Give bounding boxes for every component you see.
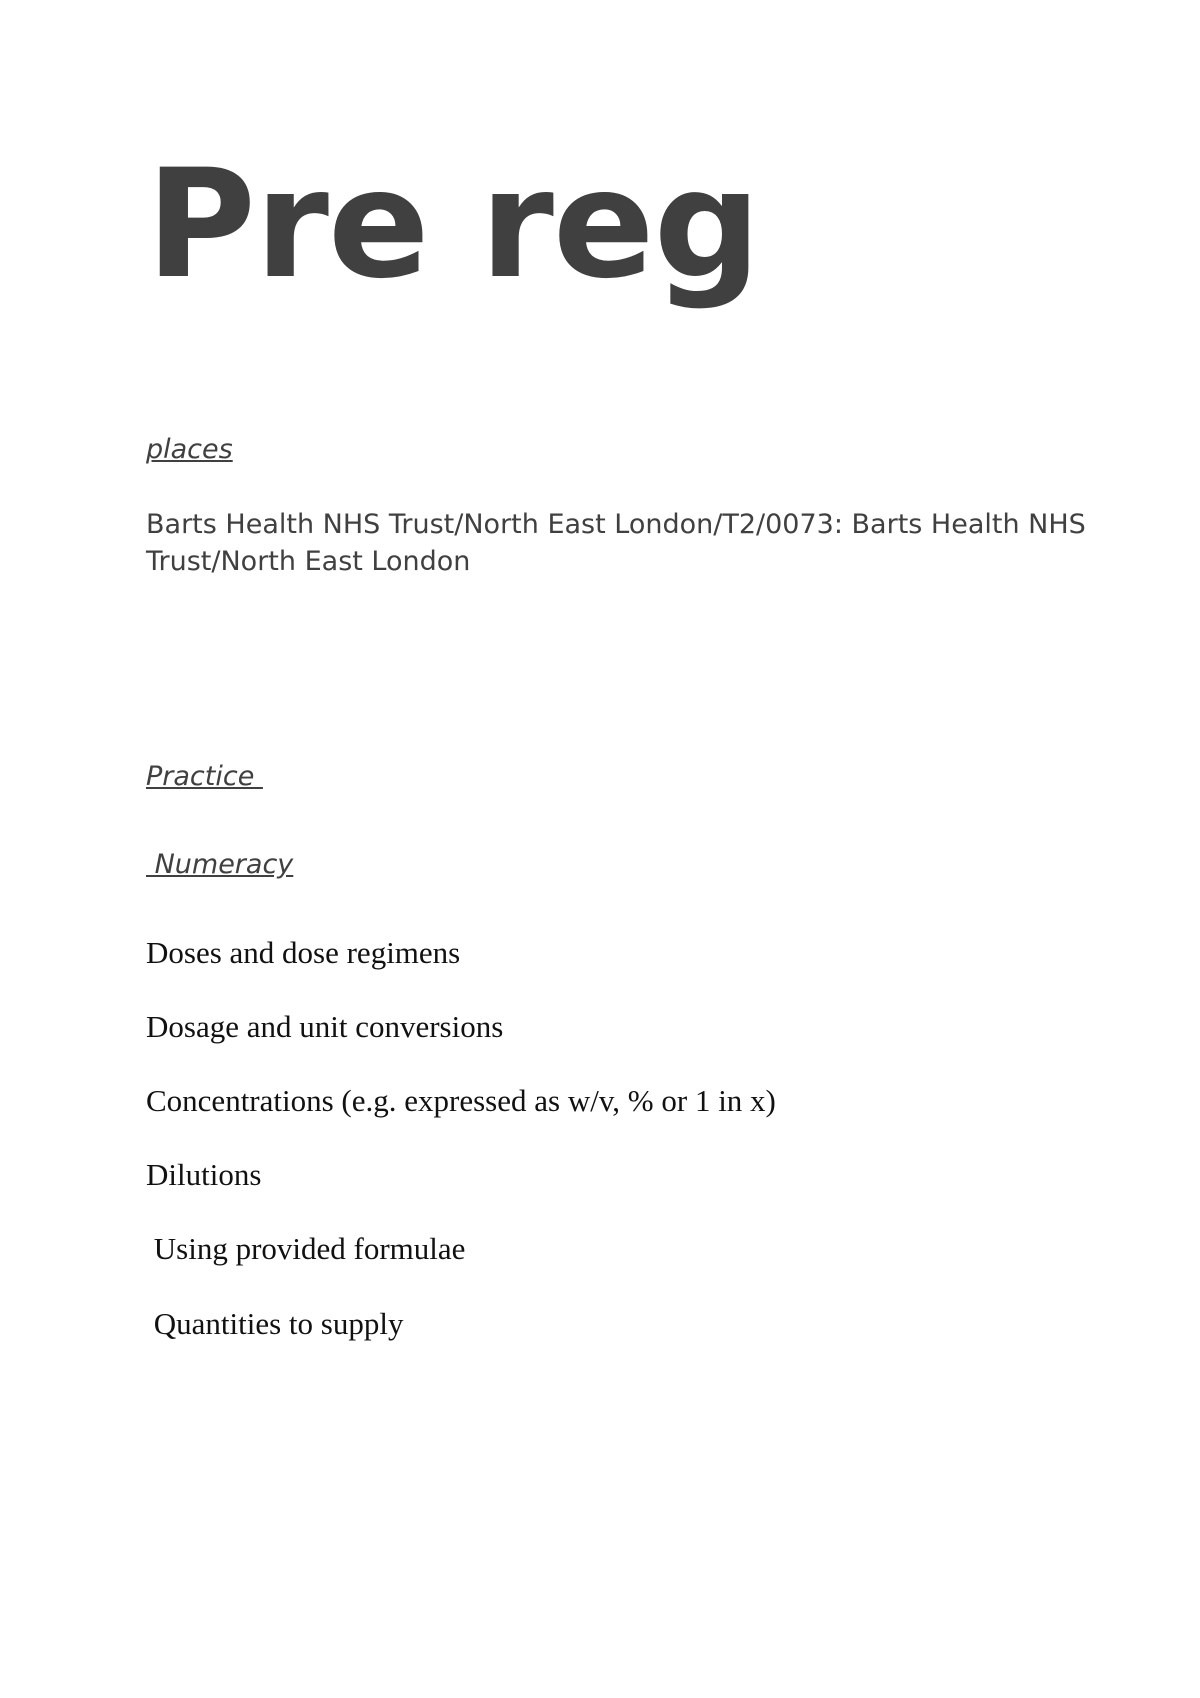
document-title: Pre reg — [146, 138, 760, 312]
topic-item: Concentrations (e.g. expressed as w/v, % or 1 in x) — [146, 1083, 776, 1118]
topic-item: Dilutions — [146, 1157, 262, 1192]
topic-item: Dosage and unit conversions — [146, 1009, 504, 1044]
practice-heading: Practice — [146, 761, 263, 792]
trust-address: Barts Health NHS Trust/North East London/T2/0073: Barts Health NHS Trust/North East London — [146, 509, 1086, 577]
places-heading: places — [146, 434, 233, 465]
numeracy-heading: Numeracy — [146, 849, 294, 880]
topic-item: Using provided formulae — [146, 1231, 466, 1266]
topic-item: Quantities to supply — [146, 1306, 404, 1341]
topic-item: Doses and dose regimens — [146, 935, 461, 970]
